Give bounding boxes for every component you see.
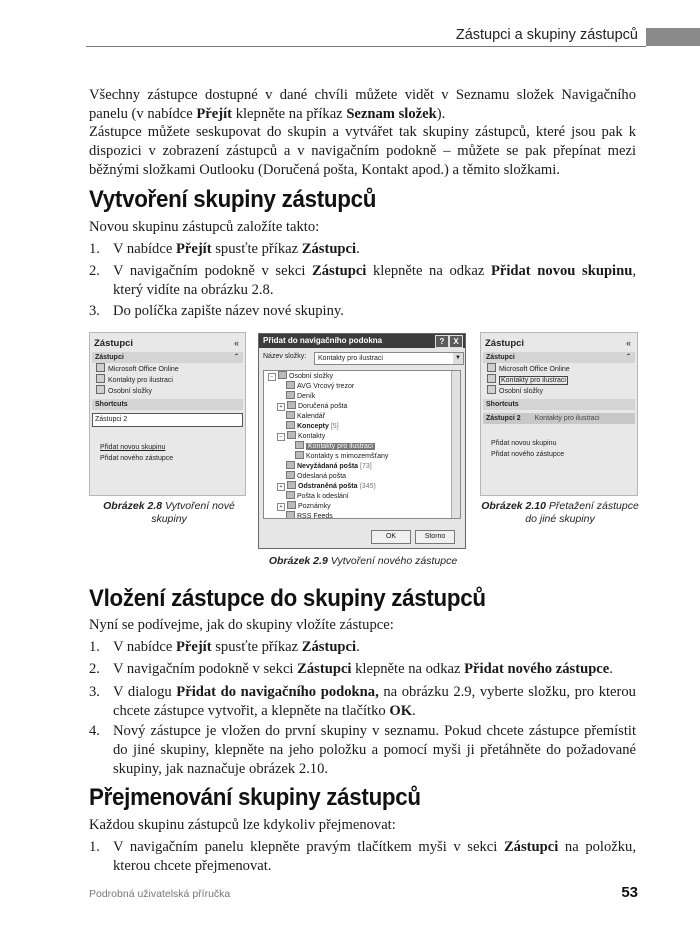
folder-name-label: Název složky: — [263, 353, 307, 360]
tree-node[interactable]: − Kontakty — [264, 431, 460, 441]
folder-icon — [96, 363, 105, 372]
tree-node-selected[interactable]: Kontakty pro ilustraci — [264, 441, 460, 451]
list-item: 3. Do políčka zapište název nové skupiny. — [89, 303, 344, 319]
list-item: 2. V navigačním podokně v sekci Zástupci klepněte na odkaz Přidat novou skupinu, který vidíte na obrázku 2.8. — [89, 263, 637, 298]
folder-icon — [286, 391, 295, 399]
folder-icon — [286, 491, 295, 499]
section-shortcuts[interactable]: Shortcuts — [92, 399, 243, 410]
collapse-chevron-icon[interactable]: « — [233, 338, 239, 348]
folder-tree[interactable] — [263, 370, 461, 519]
figure-2-9-caption: Obrázek 2.9 Vytvoření nového zástupce — [268, 555, 458, 567]
folder-icon — [487, 363, 496, 372]
tree-node[interactable]: Pošta k odeslání — [264, 491, 460, 501]
pane-title: Zástupci — [94, 338, 134, 349]
list-item: 1. V nabídce Přejít spusťte příkaz Zástupci. — [89, 639, 360, 655]
tree-node[interactable]: Odeslaná pošta — [264, 471, 460, 481]
running-title: Zástupci a skupiny zástupců — [455, 27, 638, 43]
folder-icon — [96, 374, 105, 383]
section2-lead: Nyní se podívejme, jak do skupiny vložíte zástupce: — [89, 617, 394, 633]
folder-icon — [286, 421, 295, 429]
tree-scrollbar[interactable] — [451, 371, 460, 518]
section-heading-create-group: Vytvoření skupiny zástupců — [89, 186, 377, 213]
add-group-link[interactable]: Přidat novou skupinu — [100, 444, 166, 451]
header-rule — [86, 46, 646, 47]
tree-node[interactable]: Kalendář — [264, 411, 460, 421]
folder-icon — [487, 374, 496, 383]
help-button[interactable]: ? — [435, 335, 449, 348]
tree-node[interactable]: AVG Vrcový trezor — [264, 381, 460, 391]
add-group-link[interactable]: Přidat novou skupinu — [491, 440, 557, 447]
running-header — [0, 26, 700, 48]
pane-title: Zástupci — [485, 338, 525, 349]
section-zastupci[interactable]: Zástupci ⌃ — [92, 352, 243, 363]
figure-2-8-navigation-pane — [89, 332, 246, 496]
shortcut-item[interactable]: Kontakty pro ilustraci — [481, 374, 637, 385]
shortcut-item[interactable]: Osobní složky — [481, 385, 637, 396]
folder-icon — [286, 381, 295, 389]
folder-icon — [287, 481, 296, 489]
ok-button[interactable]: OK — [371, 530, 411, 544]
cancel-button[interactable]: Storno — [415, 530, 455, 544]
chevron-up-icon[interactable]: ⌃ — [625, 354, 631, 360]
folder-icon — [295, 451, 304, 459]
folder-icon — [96, 385, 105, 394]
section-heading-insert-shortcut: Vložení zástupce do skupiny zástupců — [89, 585, 486, 612]
folder-name-select[interactable]: Kontakty pro ilustraci ▼ — [314, 352, 464, 365]
tree-node[interactable]: + Poznámky — [264, 501, 460, 511]
section-heading-rename-group: Přejmenování skupiny zástupců — [89, 784, 421, 811]
collapse-chevron-icon[interactable]: « — [625, 338, 631, 348]
list-item: 2. V navigačním podokně v sekci Zástupci klepněte na odkaz Přidat nového zástupce. — [89, 661, 613, 677]
add-shortcut-link[interactable]: Přidat nového zástupce — [100, 455, 174, 462]
section-shortcuts[interactable]: Shortcuts — [483, 399, 635, 410]
folder-icon — [286, 511, 295, 519]
shortcut-item[interactable]: Osobní složky — [90, 385, 245, 396]
folder-icon — [295, 441, 304, 449]
chevron-up-icon[interactable]: ⌃ — [233, 354, 239, 360]
tree-node[interactable]: + Odstraněná pošta (345) — [264, 481, 460, 491]
tree-node[interactable]: Deník — [264, 391, 460, 401]
list-item: 3. V dialogu Přidat do navigačního podokna, na obrázku 2.9, vyberte složku, pro kterou chcete zástupce vytvořit, a klepněte na tlačítko OK. — [89, 684, 636, 719]
folder-icon — [278, 371, 287, 379]
figure-2-10-navigation-pane — [480, 332, 638, 496]
close-button[interactable]: X — [449, 335, 463, 348]
figure-2-8-caption: Obrázek 2.8 Vytvoření nové skupiny — [103, 500, 235, 525]
figure-2-9-dialog — [258, 333, 466, 549]
list-item: 1. V nabídce Přejít spusťte příkaz Zástupci. — [89, 241, 360, 257]
dragged-shortcut[interactable]: Kontakty pro ilustraci — [534, 415, 600, 422]
list-item: 1. V navigačním panelu klepněte pravým tlačítkem myši v sekci Zástupci na položku, kterou chcete přejmenovat. — [89, 839, 636, 874]
tree-node[interactable]: Nevyžádaná pošta [73] — [264, 461, 460, 471]
figure-2-10-caption: Obrázek 2.10 Přetažení zástupce do jiné skupiny — [481, 500, 639, 525]
footer-book-title: Podrobná uživatelská příručka — [89, 888, 231, 900]
shortcut-item[interactable]: Microsoft Office Online — [481, 363, 637, 374]
tree-node[interactable]: Koncepty [5] — [264, 421, 460, 431]
folder-icon — [286, 461, 295, 469]
folder-icon — [286, 471, 295, 479]
page-number: 53 — [621, 884, 638, 901]
shortcut-item[interactable]: Microsoft Office Online — [90, 363, 245, 374]
add-shortcut-link[interactable]: Přidat nového zástupce — [491, 451, 565, 458]
section3-lead: Každou skupinu zástupců lze kdykoliv přejmenovat: — [89, 817, 396, 833]
tree-node[interactable]: − Osobní složky — [264, 371, 460, 381]
dialog-titlebar: Přidat do navigačního podokna ? X — [259, 334, 465, 348]
folder-icon — [287, 431, 296, 439]
header-tab-marker — [646, 28, 700, 46]
tree-node[interactable]: + Doručená pošta — [264, 401, 460, 411]
chevron-down-icon[interactable]: ▼ — [453, 353, 463, 364]
intro-paragraph-1: Všechny zástupce dostupné v dané chvíli můžete vidět v Seznamu složek Navigačního panelu (v nabídce Přejít klepněte na příkaz Seznam složek). — [89, 87, 636, 122]
tree-node[interactable]: RSS Feeds — [264, 511, 460, 519]
shortcut-item[interactable]: Kontakty pro ilustraci — [90, 374, 245, 385]
folder-icon — [287, 401, 296, 409]
folder-icon — [487, 385, 496, 394]
list-item: 4. Nový zástupce je vložen do první skupiny v seznamu. Pokud chcete zástupce přemístit do jiné skupiny, klepněte na jeho položku a pomocí myši ji přetáhněte do požadované skupiny, jak naznačuje obrázek 2.10. — [89, 723, 636, 777]
group-zastupci-2[interactable]: Zástupci 2 Kontakty pro ilustraci — [483, 413, 635, 424]
tree-node[interactable]: Kontakty s mimozemšťany — [264, 451, 460, 461]
folder-icon — [287, 501, 296, 509]
intro-paragraph-2: Zástupce můžete seskupovat do skupin a vytvářet tak skupiny zástupců, které jsou pak k dispozici v zobrazení zástupců a v navigačním podokně – můžete se pak přepínat mezi běžnými složkami Outlooku (Doručená pošta, Kontakt apod.) a těmito složkami. — [89, 124, 636, 178]
folder-icon — [286, 411, 295, 419]
group-name-input[interactable]: Zástupci 2 — [92, 413, 243, 427]
section-zastupci[interactable]: Zástupci ⌃ — [483, 352, 635, 363]
section1-lead: Novou skupinu zástupců založíte takto: — [89, 219, 320, 235]
